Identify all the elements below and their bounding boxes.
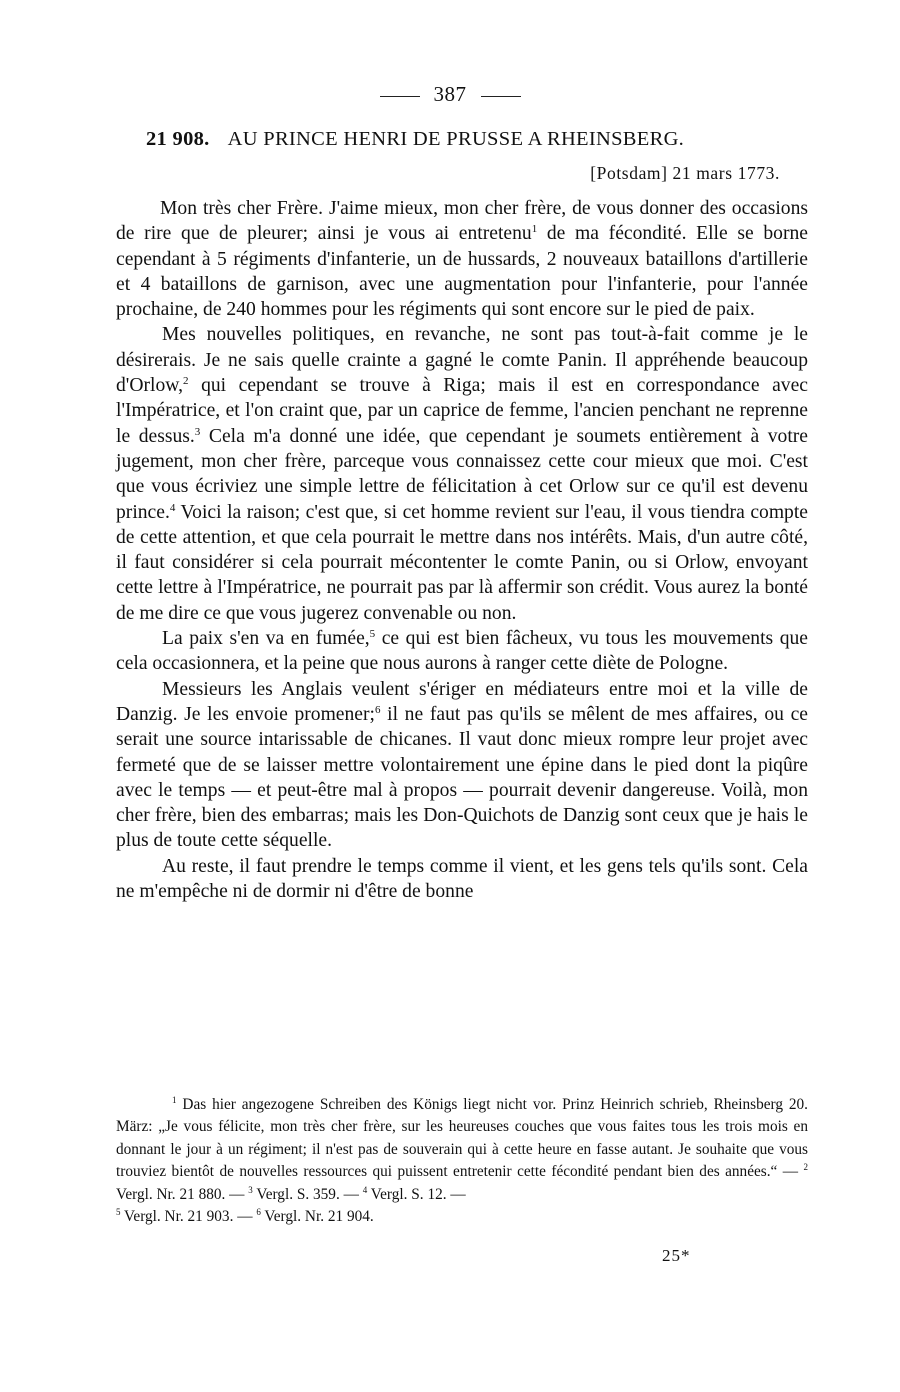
footnote-text-4: Vergl. S. 12. —	[367, 1185, 466, 1203]
paragraph-5: Au reste, il faut prendre le temps comme il vient, et les gens tels qu'ils sont. Cela ne m'empêche ni de dormir ni d'être de bonne	[116, 855, 808, 903]
paragraph-4-text-b: il ne faut pas qu'ils se mêlent de mes affaires, ou ce serait une source intarissable de chicanes. Il vaut donc mieux rompre leur projet avec fermeté que de se laisser mettre volontairement une épine dans le pied dont la piqûre avec le temps — et peut-être mal à propos — pourrait devenir dangereuse. Voilà, mon cher frère, bien des embarras; mais les Don-Quichots de Danzig sont ceux que je hais le plus de toute cette séquelle.	[116, 703, 808, 852]
footnotes	[116, 1094, 808, 1228]
footnote-mark-1: 1	[172, 1095, 177, 1105]
footnote-ref-4: 4	[169, 501, 176, 514]
paragraph-1-text-a: Mon très cher Frère. J'aime mieux, mon cher frère, de vous donner des occasions de rire que de pleurer; ainsi je vous ai entretenu	[116, 198, 808, 245]
footnote-text-3: Vergl. S. 359. —	[252, 1185, 363, 1203]
letter-title: AU PRINCE HENRI DE PRUSSE A RHEINSBERG.	[227, 128, 685, 150]
paragraph-2-text-c: Cela m'a donné une idée, que cependant je soumets entièrement à votre jugement, mon cher frère, parceque vous connaissez cette cour mieux que moi. C'est que vous écriviez une simple lettre de félicitation à cet Orlow sur ce qu'il est devenu prince.	[116, 425, 808, 523]
header-dash-right	[481, 96, 521, 97]
letter-body	[116, 196, 808, 904]
footnote-mark-4: 4	[362, 1184, 368, 1195]
letter-heading	[146, 128, 786, 151]
footnote-ref-1: 1	[531, 223, 538, 236]
paragraph-3-text-a: La paix s'en va en fumée,	[162, 628, 370, 650]
footnote-text-2: Vergl. Nr. 21 880. —	[116, 1185, 249, 1203]
footnote-mark-3: 3	[248, 1184, 253, 1195]
letter-number: 21 908.	[146, 128, 210, 150]
printer-signature-mark: 25*	[662, 1246, 691, 1265]
footnote-mark-5: 5	[116, 1207, 121, 1218]
footnote-block	[116, 1094, 808, 1228]
paragraph-3	[116, 626, 808, 677]
footnote-text-1: Das hier angezogene Schreiben des Königs liegt nicht vor. Prinz Heinrich schrieb, Rheinsberg 20. März: „Je vous félicite, mon très cher frère, sur les heureuses couches que vous faites tous les trois mois en donnant le jour à un régiment; il n'est pas de souverain qui à cette heure en fasse autant. Je souhaite que vous trouviez bientôt de nouvelles ressources qui puissent entretenir cette fécondité pendant bien des années.“ —	[116, 1096, 808, 1181]
page-number: 387	[433, 82, 467, 106]
paragraph-2-text-b: qui cependant se trouve à Riga; mais il est en correspondance avec l'Impératrice, et l'on craint que, par un caprice de femme, l'ancien penchant ne reprenne le dessus.	[116, 375, 808, 447]
page-header	[0, 82, 900, 107]
paragraph-2-text-a: Mes nouvelles politiques, en revanche, ne sont pas tout-à-fait comme je le désirerais. Je ne sais quelle crainte a gagné le comte Panin. Il appréhende beaucoup d'Orlow,	[116, 324, 808, 397]
paragraph-1-text-b: de ma fécondité. Elle se borne cependant à 5 régiments d'infanterie, un de hussards, 2 nouveaux bataillons d'artillerie et 4 bataillons de garnison, avec une augmentation pour l'infanterie, pour l'année prochaine, de 240 hommes pour les régiments qui sont encore sur le pied de paix.	[116, 223, 808, 321]
paragraph-4-text-a: Messieurs les Anglais veulent s'ériger en médiateurs entre moi et la ville de Danzig. Je les envoie promener;	[116, 678, 808, 725]
footnote-mark-2: 2	[803, 1162, 808, 1173]
header-dash-left	[380, 96, 420, 97]
paragraph-2-text-d: Voici la raison; c'est que, si cet homme revient sur l'eau, il vous tiendra compte de cette attention, et que cela pourrait le mettre dans nos intérêts. Mais, d'un autre côté, il faut considérer si cela pourrait mécontenter le comte Panin, ou si Orlow, envoyant cette lettre à l'Impératrice, ne pourrait pas par là affermir son crédit. Vous aurez la bonté de me dire ce que vous jugerez convenable ou non.	[116, 501, 808, 624]
paragraph-4	[116, 677, 808, 854]
footnote-ref-2: 2	[183, 375, 189, 388]
footnote-text-5: Vergl. Nr. 21 903. —	[120, 1208, 257, 1226]
paragraph-3-text-b: ce qui est bien fâcheux, vu tous les mouvements que cela occasionnera, et la peine que nous aurons à ranger cette diète de Pologne.	[116, 628, 808, 675]
letter-dateline: [Potsdam] 21 mars 1773.	[590, 163, 780, 183]
footnote-mark-6: 6	[256, 1207, 261, 1218]
paragraph-2	[116, 322, 808, 626]
footnote-ref-3: 3	[194, 425, 201, 438]
footnote-ref-5: 5	[369, 628, 376, 641]
footnote-ref-6: 6	[374, 703, 381, 716]
paragraph-1	[116, 196, 808, 322]
footnote-text-6: Vergl. Nr. 21 904.	[260, 1208, 374, 1226]
